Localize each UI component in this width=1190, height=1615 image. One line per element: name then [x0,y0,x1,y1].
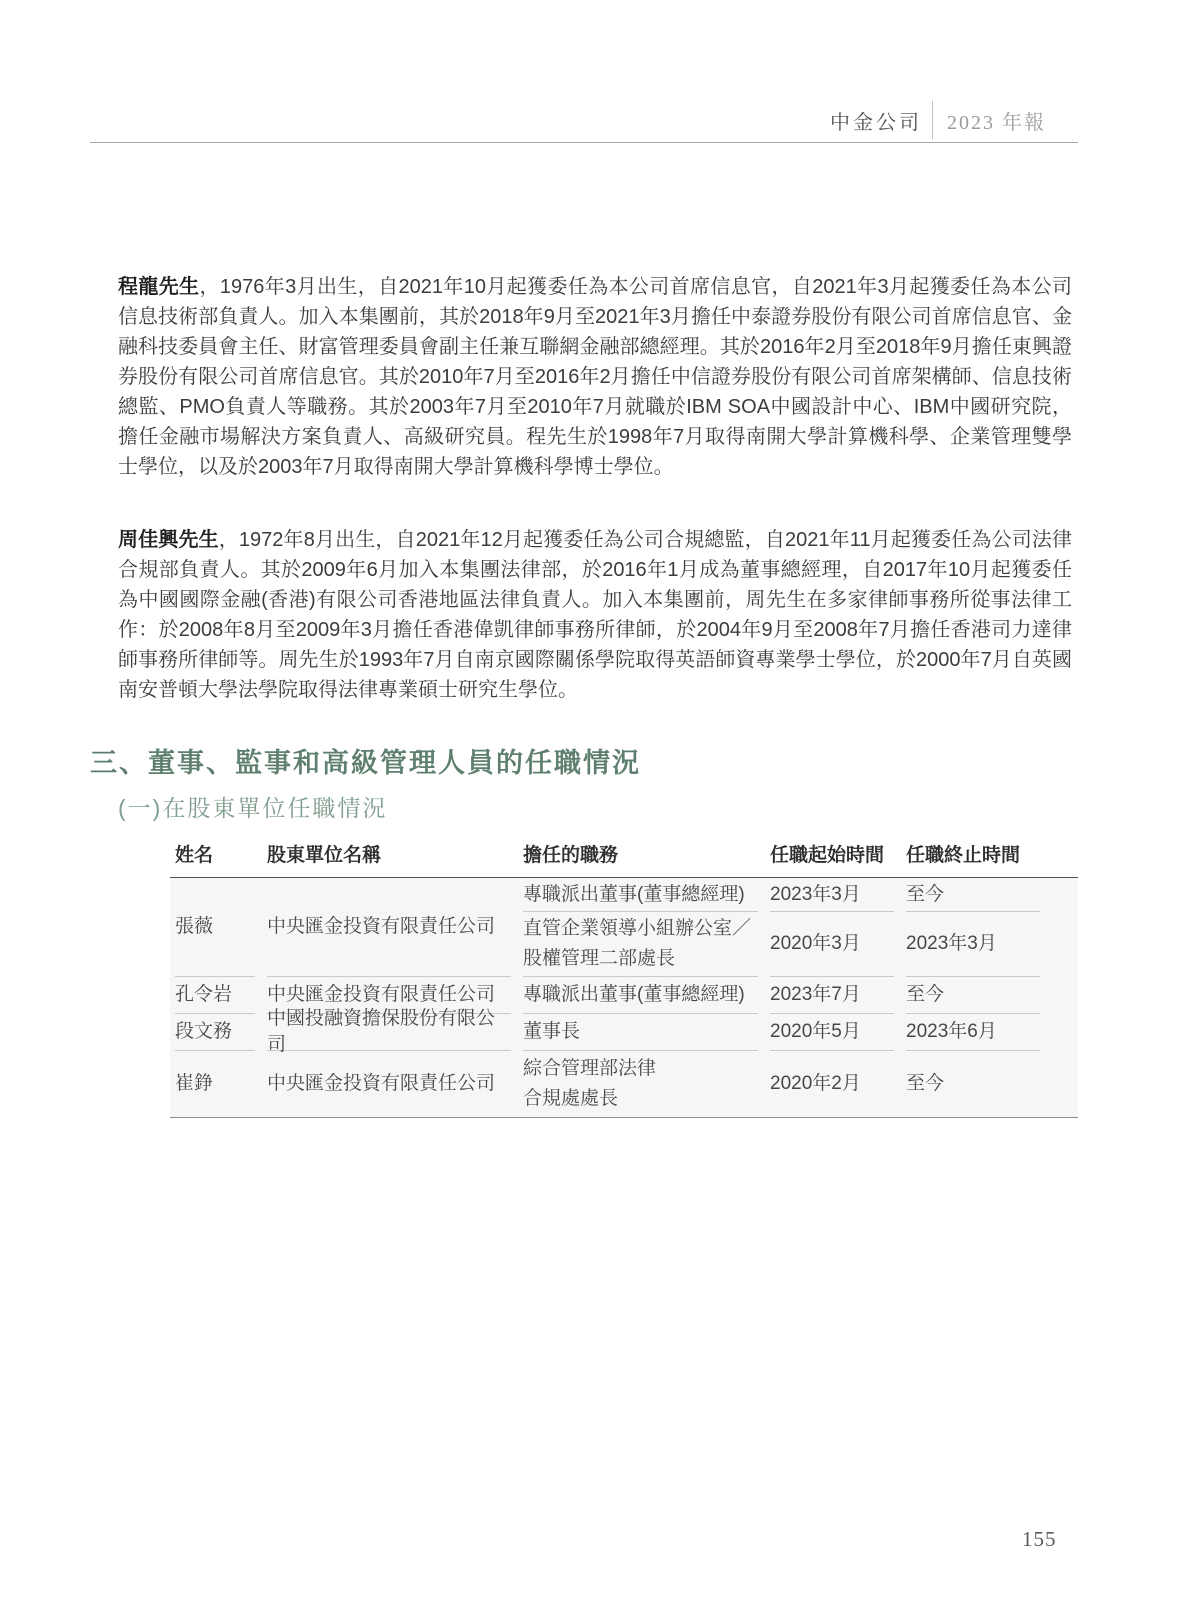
cell-start-date: 2023年7月 [770,977,894,1014]
cell-start-date: 2023年3月 [770,878,894,912]
table-header-row [170,840,1078,877]
cell-org-name: 中國投融資擔保股份有限公司 [267,1014,511,1051]
shareholder-positions-table [170,840,1078,1118]
header-cell-start: 任職起始時間 [770,845,885,866]
role-line: 直管企業領導小組辦公室／ [523,918,752,939]
cell-end-date: 至今 [906,977,1040,1014]
role-line: 股權管理二部處長 [523,948,676,969]
cell-person-name: 孔令岩 [175,977,255,1014]
cell-org-name: 中央匯金投資有限責任公司 [267,1073,496,1094]
header-rule [90,142,1078,143]
brand-name: 中金公司 [830,111,922,134]
cell-end-date: 2023年3月 [906,912,1040,977]
bio-text: ，1976年3月出生，自2021年10月起獲委任為本公司首席信息官，自2021年3月起獲委任為本公司信息技術部負責人。加入本集團前，其於2018年9月至2021年3月擔任中泰證券股份有限公司首席信息官、金融科技委員會主任、財富管理委員會副主任兼互聯網金融部總經理。其於2016年2月至2018年9月擔任東興證券股份有限公司首席信息官。其於2010年7月至2016年2月擔任中信證券股份有限公司首席架構師、信息技術總監、PMO負責人等職務。其於2003年7月至2010年7月就職於IBM SOA中國設計中心、IBM中國研究院，擔任金融市場解決方案負責人、高級研究員。程先生於1998年7月取得南開大學計算機科學、企業管理雙學士學位，以及於2003年7月取得南開大學計算機科學博士學位。 [118,276,1073,478]
running-head [830,100,1046,140]
cell-person-name: 段文務 [175,1014,255,1051]
bio-paragraph-cheng-long [118,272,1072,482]
cell-start-date: 2020年3月 [770,912,894,977]
role-line: 合規處處長 [523,1088,619,1109]
cell-role: 專職派出董事(董事總經理) [523,977,758,1014]
bio-paragraph-zhou-jiaxing [118,525,1072,705]
cell-org-name: 中央匯金投資有限責任公司 [267,977,511,1014]
cell-end-date: 至今 [906,1073,945,1094]
cell-person-name: 張薇 [175,878,255,977]
person-name: 程龍先生 [118,276,200,298]
cell-end-date: 2023年6月 [906,1014,1040,1051]
header-cell-name: 姓名 [175,845,214,866]
cell-start-date: 2020年2月 [770,1073,861,1094]
cell-org-name: 中央匯金投資有限責任公司 [267,878,511,977]
cell-start-date: 2020年5月 [770,1014,894,1051]
cell-person-name: 崔錚 [175,1073,214,1094]
report-edition: 2023 年報 [947,111,1046,134]
cell-end-date: 至今 [906,878,1040,912]
section-heading: 三、董事、監事和高級管理人員的任職情況 [90,748,641,778]
page-number: 155 [1022,1527,1057,1551]
header-cell-org: 股東單位名稱 [267,845,382,866]
cell-role [523,912,758,977]
header-cell-end: 任職終止時間 [906,845,1021,866]
person-name: 周佳興先生 [118,529,219,551]
subsection-heading: (一)在股東單位任職情況 [118,795,388,821]
role-line: 綜合管理部法律 [523,1058,657,1079]
cell-role: 專職派出董事(董事總經理) [523,878,758,912]
table-body [170,877,1078,1118]
cell-role [523,1051,758,1117]
cell-role: 董事長 [523,1014,758,1051]
bio-text: ，1972年8月出生，自2021年12月起獲委任為公司合規總監，自2021年11月起獲委任為公司法律合規部負責人。其於2009年6月加入本集團法律部，於2016年1月成為董事總經理，自2017年10月起獲委任為中國國際金融(香港)有限公司香港地區法律負責人。加入本集團前，周先生在多家律師事務所從事法律工作：於2008年8月至2009年3月擔任香港偉凱律師事務所律師，於2004年9月至2008年7月擔任香港司力達律師事務所律師等。周先生於1993年7月自南京國際關係學院取得英語師資專業學士學位，於2000年7月自英國南安普頓大學法學院取得法律專業碩士研究生學位。 [118,529,1073,701]
header-cell-role: 擔任的職務 [523,845,619,866]
header-divider [932,101,933,139]
